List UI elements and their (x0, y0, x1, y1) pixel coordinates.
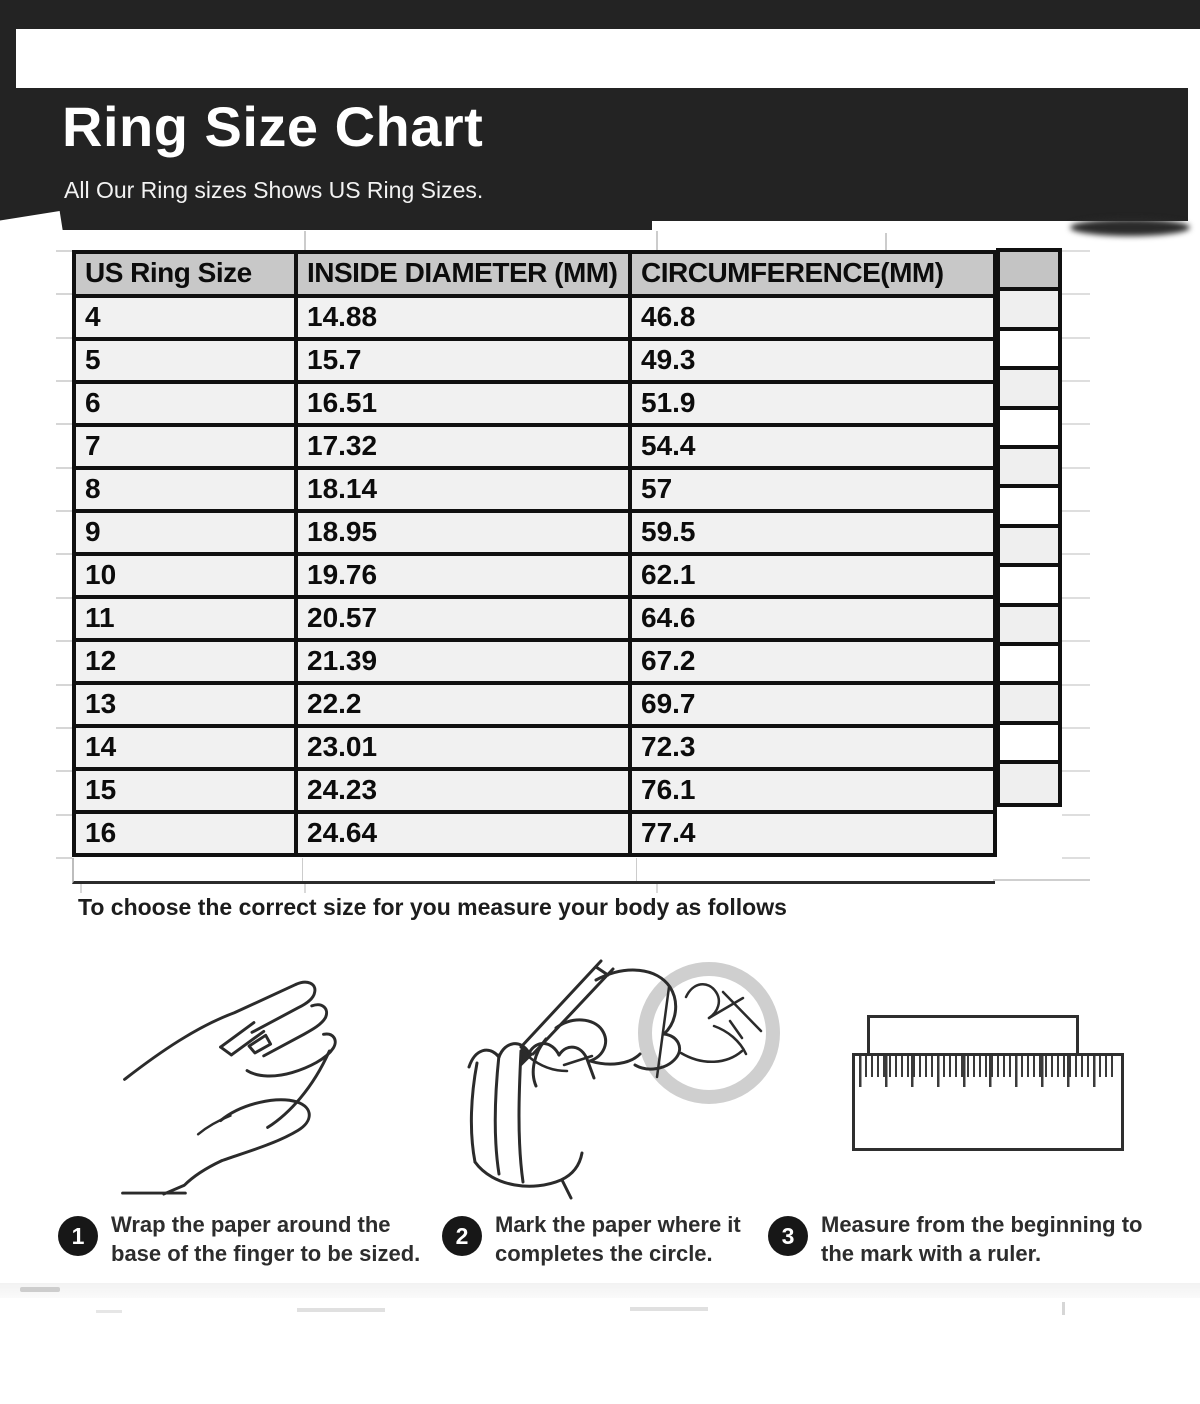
gridline-stub (1062, 423, 1090, 425)
background-spreadsheet-cell (1000, 567, 1058, 606)
step-2-number-badge (442, 1216, 482, 1256)
cell-us-ring-size: 4 (74, 296, 296, 339)
cell-circumference: 59.5 (630, 511, 995, 554)
background-spreadsheet-column (996, 248, 1062, 807)
gridline-stub (1062, 770, 1090, 772)
cell-us-ring-size: 16 (74, 812, 296, 855)
background-spreadsheet-cell (1000, 331, 1058, 370)
step-1-number-badge (58, 1216, 98, 1256)
gridline-stub (56, 727, 72, 729)
header-brush-smudge (1070, 219, 1190, 236)
table-row (74, 597, 995, 640)
page-subtitle: All Our Ring sizes Shows US Ring Sizes. (64, 177, 484, 203)
table-header-row (74, 252, 995, 296)
pen-marking-illustration (425, 935, 795, 1215)
ring-size-table (72, 250, 997, 857)
table-row (74, 812, 995, 855)
gridline-stub (993, 879, 1090, 881)
gridline-stub (1062, 467, 1090, 469)
photo-artifact (20, 1287, 60, 1292)
ruler (852, 1053, 1124, 1151)
step-3-text: Measure from the beginning to the mark with a ruler. (821, 1212, 1143, 1266)
gridline-stub (56, 770, 72, 772)
step-2-number: 2 (455, 1222, 469, 1249)
background-spreadsheet-cell (1000, 252, 1058, 291)
photo-artifact (630, 1307, 708, 1311)
gridline-stub (56, 423, 72, 425)
cell-us-ring-size: 7 (74, 425, 296, 468)
photo-artifact (96, 1310, 122, 1313)
hand-with-paper-strip-illustration (100, 952, 400, 1197)
header-right-sliver (1188, 88, 1200, 230)
background-spreadsheet-cell (1000, 685, 1058, 724)
gridline-stub (56, 293, 72, 295)
step-2-text: Mark the paper where it completes the circle. (495, 1212, 741, 1266)
gridline-stub (56, 337, 72, 339)
table-row (74, 382, 995, 425)
background-spreadsheet-cell (1000, 607, 1058, 646)
cell-circumference: 76.1 (630, 769, 995, 812)
background-spreadsheet-cell (1000, 410, 1058, 449)
header-banner (0, 0, 1200, 230)
step-3-number: 3 (781, 1222, 795, 1249)
gridline-stub (1062, 250, 1090, 252)
gridline-stub (304, 231, 306, 250)
gridline-stub (1062, 510, 1090, 512)
step-1-text: Wrap the paper around the base of the finger to be sized. (111, 1212, 421, 1266)
gridline-stub (885, 233, 887, 250)
table-row (74, 683, 995, 726)
table-row (74, 640, 995, 683)
cell-circumference: 69.7 (630, 683, 995, 726)
gridline-stub (1062, 857, 1090, 859)
background-spreadsheet-cell (1000, 449, 1058, 488)
step-1 (58, 1210, 420, 1268)
gridline-stub (56, 250, 72, 252)
cell-inside-diameter: 15.7 (296, 339, 630, 382)
gridline-stub (56, 640, 72, 642)
gridline-stub (1062, 597, 1090, 599)
table-row (74, 769, 995, 812)
gridline-stub (56, 684, 72, 686)
cell-us-ring-size: 5 (74, 339, 296, 382)
gridline-stub (56, 510, 72, 512)
cell-circumference: 62.1 (630, 554, 995, 597)
gridline-stub (56, 814, 72, 816)
cell-us-ring-size: 6 (74, 382, 296, 425)
cell-inside-diameter: 20.57 (296, 597, 630, 640)
cell-inside-diameter: 24.64 (296, 812, 630, 855)
ruler-illustration (845, 1005, 1130, 1155)
cell-inside-diameter: 22.2 (296, 683, 630, 726)
cell-inside-diameter: 23.01 (296, 726, 630, 769)
step-1-number: 1 (71, 1222, 85, 1249)
background-spreadsheet-cell (1000, 646, 1058, 685)
table-row (74, 339, 995, 382)
gridline-stub (1062, 293, 1090, 295)
gridline-stub (1062, 337, 1090, 339)
cell-circumference: 77.4 (630, 812, 995, 855)
cell-us-ring-size: 12 (74, 640, 296, 683)
cell-inside-diameter: 19.76 (296, 554, 630, 597)
cell-inside-diameter: 18.95 (296, 511, 630, 554)
gridline-stub (56, 857, 72, 859)
cell-circumference: 67.2 (630, 640, 995, 683)
step-3-number-badge (768, 1216, 808, 1256)
cell-circumference: 49.3 (630, 339, 995, 382)
photo-artifact (1062, 1302, 1065, 1315)
gridline-stub (1062, 553, 1090, 555)
cell-us-ring-size: 15 (74, 769, 296, 812)
cell-us-ring-size: 11 (74, 597, 296, 640)
step-3 (768, 1210, 1142, 1268)
cell-inside-diameter: 21.39 (296, 640, 630, 683)
cell-us-ring-size: 10 (74, 554, 296, 597)
cell-circumference: 54.4 (630, 425, 995, 468)
background-spreadsheet-cell (1000, 528, 1058, 567)
ruler-major-ticks (859, 1056, 1117, 1087)
gridline-stub (656, 231, 658, 250)
background-spreadsheet-cell (1000, 725, 1058, 764)
cell-circumference: 64.6 (630, 597, 995, 640)
header-white-band (16, 29, 1200, 88)
gridline-stub (56, 467, 72, 469)
background-spreadsheet-cell (1000, 764, 1058, 803)
gridline-stub (56, 380, 72, 382)
cell-circumference: 51.9 (630, 382, 995, 425)
empty-table-row (72, 858, 995, 884)
background-spreadsheet-cell (1000, 370, 1058, 409)
table-row (74, 511, 995, 554)
cell-inside-diameter: 17.32 (296, 425, 630, 468)
table-row (74, 726, 995, 769)
gridline-stub (1062, 380, 1090, 382)
background-spreadsheet-cell (1000, 488, 1058, 527)
gridline-stub (1062, 814, 1090, 816)
cell-circumference: 57 (630, 468, 995, 511)
column-header-circumference: CIRCUMFERENCE(MM) (630, 252, 995, 296)
cell-inside-diameter: 18.14 (296, 468, 630, 511)
cell-us-ring-size: 9 (74, 511, 296, 554)
gridline-stub (1062, 727, 1090, 729)
gridline-stub (1062, 640, 1090, 642)
cell-us-ring-size: 8 (74, 468, 296, 511)
cell-inside-diameter: 16.51 (296, 382, 630, 425)
cell-us-ring-size: 13 (74, 683, 296, 726)
header-bottom-left-cut (0, 211, 63, 247)
table-row (74, 296, 995, 339)
cell-inside-diameter: 14.88 (296, 296, 630, 339)
gridline-stub (56, 553, 72, 555)
table-row (74, 425, 995, 468)
photo-artifact (297, 1308, 385, 1312)
table-row (74, 554, 995, 597)
gridline-stub (56, 597, 72, 599)
cell-circumference: 72.3 (630, 726, 995, 769)
bottom-gray-band (0, 1283, 1200, 1298)
background-spreadsheet-cell (1000, 291, 1058, 330)
cell-us-ring-size: 14 (74, 726, 296, 769)
page-title: Ring Size Chart (62, 95, 484, 158)
table-row (74, 468, 995, 511)
cell-inside-diameter: 24.23 (296, 769, 630, 812)
measure-instruction-heading: To choose the correct size for you measure your body as follows (78, 894, 787, 920)
cell-circumference: 46.8 (630, 296, 995, 339)
step-2 (442, 1210, 741, 1268)
column-header-us-ring-size: US Ring Size (74, 252, 296, 296)
gridline-stub (1062, 684, 1090, 686)
column-header-inside-diameter: INSIDE DIAMETER (MM) (296, 252, 630, 296)
